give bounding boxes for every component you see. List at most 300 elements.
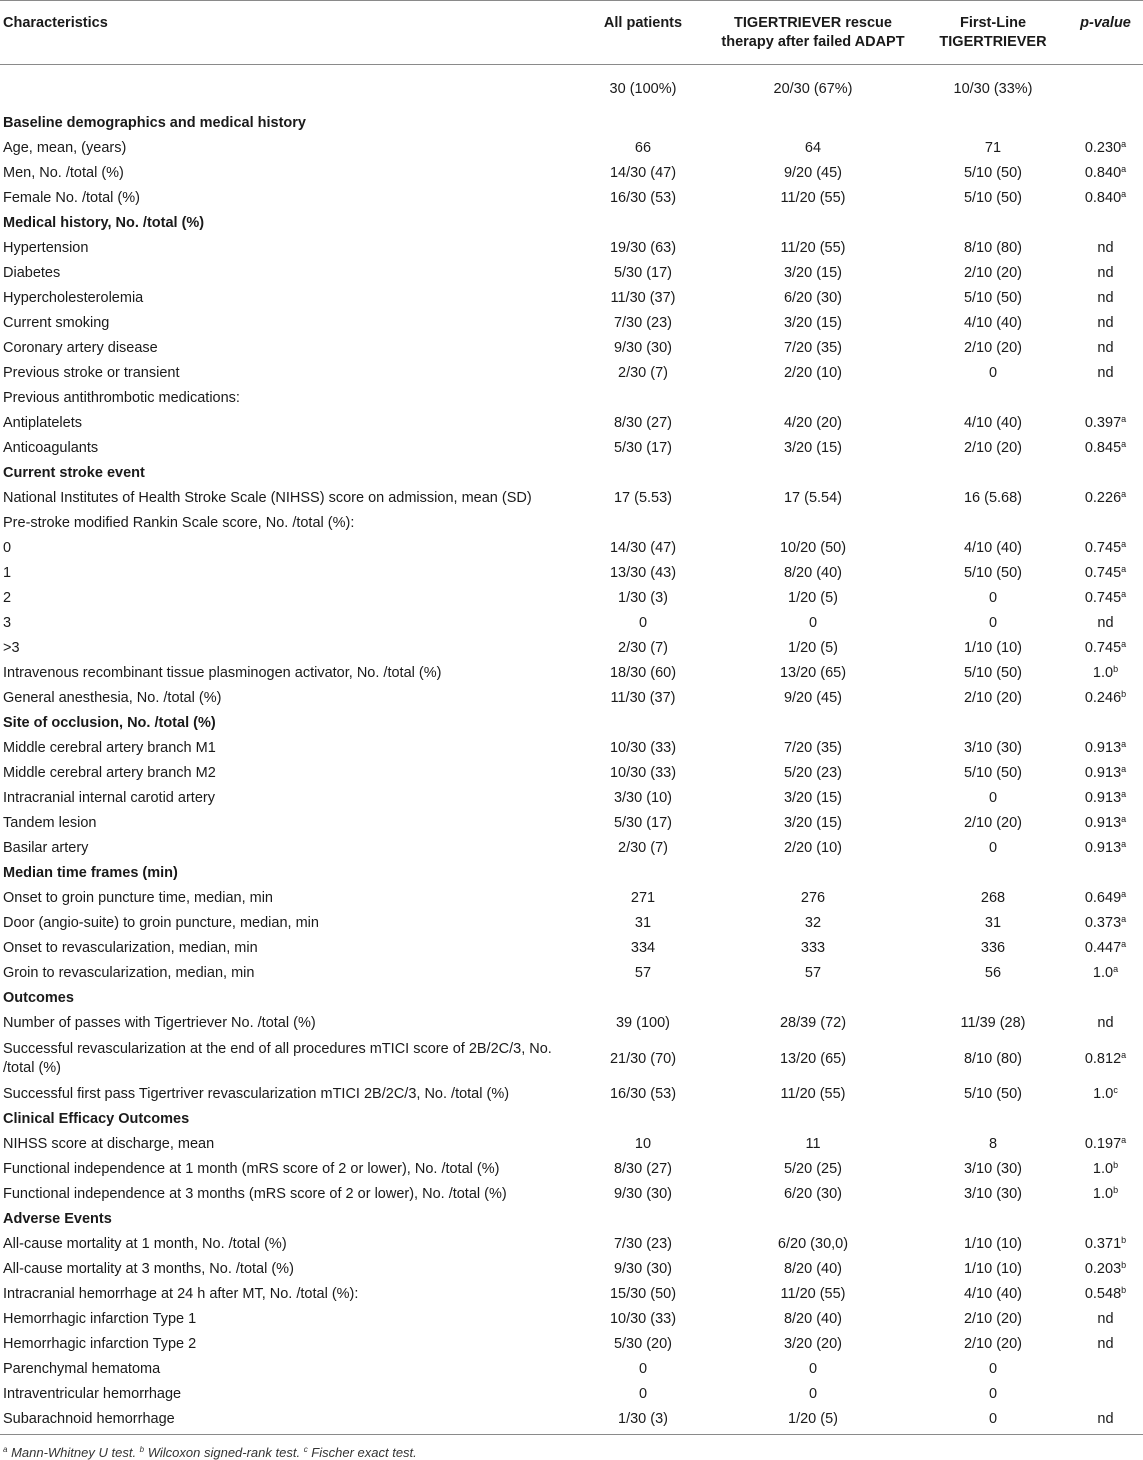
table-row xyxy=(0,586,1143,611)
p-value-text: 1.0 xyxy=(1092,665,1114,681)
row-label: Middle cerebral artery branch M2 xyxy=(3,765,216,781)
p-value-text: 1.0 xyxy=(1092,1161,1114,1177)
row-label: Anticoagulants xyxy=(3,440,99,456)
table-row xyxy=(0,1132,1143,1157)
cell-p-value xyxy=(1068,811,1143,836)
cell-first-line: 3/10 (30) xyxy=(963,740,1023,756)
cell-first-line: 1/10 (10) xyxy=(963,640,1023,656)
table-row xyxy=(0,1332,1143,1357)
cell-all-patients: 7/30 (23) xyxy=(613,315,673,331)
cell-first-line: 5/10 (50) xyxy=(963,290,1023,306)
table-row xyxy=(0,1036,1143,1082)
footnote-text-c: Fischer exact test. xyxy=(307,1445,417,1460)
cell-first-line: 11/39 (28) xyxy=(960,1015,1026,1031)
cell-first-line: 8/10 (80) xyxy=(963,1050,1023,1067)
cell-rescue-therapy: 0 xyxy=(808,1361,818,1377)
cell-first-line: 2/10 (20) xyxy=(963,340,1023,356)
p-value-text: 0.913 xyxy=(1084,840,1122,856)
cell-all-patients: 7/30 (23) xyxy=(613,1236,673,1252)
header-all-patients: All patients xyxy=(578,1,708,65)
cell-rescue-therapy: 0 xyxy=(808,1386,818,1402)
cell-first-line xyxy=(918,386,1068,411)
cell-first-line: 336 xyxy=(980,940,1006,956)
cell-rescue-therapy: 5/20 (25) xyxy=(783,1161,843,1177)
cell-p-value xyxy=(1068,911,1143,936)
cell-all-patients: 10/30 (33) xyxy=(609,1311,677,1327)
p-value-text: 0.230 xyxy=(1084,140,1122,156)
cell-first-line: 0 xyxy=(988,1386,998,1402)
cell-rescue-therapy: 1/20 (5) xyxy=(788,640,838,656)
cell-all-patients: 5/30 (17) xyxy=(613,265,673,281)
table-row xyxy=(0,1382,1143,1407)
section-header-row xyxy=(0,211,1143,236)
cell-all-patients xyxy=(578,511,708,536)
cell-p-value xyxy=(1068,1332,1143,1357)
table-row xyxy=(0,261,1143,286)
cell-rescue-therapy xyxy=(708,386,918,411)
cell-first-line: 5/10 (50) xyxy=(963,665,1023,681)
cell-p-value xyxy=(1068,1082,1143,1107)
cell-rescue-therapy: 3/20 (15) xyxy=(783,265,843,281)
cell-all-patients: 16/30 (53) xyxy=(609,1086,677,1102)
cell-p-value xyxy=(1068,1132,1143,1157)
test-footnote-mark: a xyxy=(1121,414,1127,424)
section-title: Clinical Efficacy Outcomes xyxy=(3,1111,190,1127)
table-row xyxy=(0,1182,1143,1207)
table-row xyxy=(0,661,1143,686)
cell-first-line: 2/10 (20) xyxy=(963,815,1023,831)
row-label: >3 xyxy=(3,640,20,656)
cell-first-line: 2/10 (20) xyxy=(963,265,1023,281)
p-value-text: 0.197 xyxy=(1084,1136,1122,1152)
cell-rescue-therapy: 1/20 (5) xyxy=(788,1411,838,1427)
test-footnote-mark: a xyxy=(1121,489,1127,499)
table-header-row xyxy=(0,1,1143,65)
row-label: Functional independence at 1 month (mRS score of 2 or lower), No. /total (%) xyxy=(3,1161,500,1177)
table-row xyxy=(0,1232,1143,1257)
cell-first-line: 5/10 (50) xyxy=(963,765,1023,781)
row-label: Age, mean, (years) xyxy=(3,140,127,156)
cell-p-value xyxy=(1068,736,1143,761)
cell-all-patients: 334 xyxy=(630,940,656,956)
cell-all-patients: 14/30 (47) xyxy=(609,165,677,181)
table-row xyxy=(0,136,1143,161)
table-body xyxy=(0,65,1143,1433)
cell-rescue-therapy: 17 (5.54) xyxy=(783,490,843,506)
test-footnote-mark: a xyxy=(1121,139,1127,149)
footnote-mark-a: a xyxy=(3,1445,8,1454)
row-label: Hypercholesterolemia xyxy=(3,290,144,306)
cell-first-line: 5/10 (50) xyxy=(963,1086,1023,1102)
cell-first-line: 3/10 (30) xyxy=(963,1186,1023,1202)
cell-rescue-therapy: 6/20 (30) xyxy=(783,1186,843,1202)
cell-rescue-therapy: 11/20 (55) xyxy=(780,190,846,206)
section-header-row xyxy=(0,1207,1143,1232)
table-row xyxy=(0,1407,1143,1432)
table-row xyxy=(0,761,1143,786)
p-value-text: 1.0 xyxy=(1093,1086,1114,1102)
row-label: Onset to groin puncture time, median, min xyxy=(3,890,273,906)
row-label: Previous antithrombotic medications: xyxy=(3,390,240,406)
cell-p-value xyxy=(1068,661,1143,686)
cell-all-patients: 9/30 (30) xyxy=(613,340,673,356)
section-title: Median time frames (min) xyxy=(3,865,178,881)
cell-first-line: 1/10 (10) xyxy=(963,1261,1023,1277)
cell-rescue-therapy: 13/20 (65) xyxy=(779,665,847,681)
p-value-text: 0.913 xyxy=(1084,790,1122,806)
cell-rescue-therapy: 3/20 (15) xyxy=(783,790,843,806)
cell-p-value xyxy=(1068,686,1143,711)
cell-first-line: 2/10 (20) xyxy=(963,1336,1023,1352)
cell-first-line: 3/10 (30) xyxy=(963,1161,1023,1177)
cell-first-line xyxy=(918,511,1068,536)
row-label: 2 xyxy=(3,590,12,606)
cell-p-value xyxy=(1068,561,1143,586)
cell-p-value xyxy=(1068,636,1143,661)
p-value-text: 0.745 xyxy=(1084,565,1122,581)
cell-first-line: 0 xyxy=(988,615,998,631)
cell-rescue-therapy: 2/20 (10) xyxy=(783,840,843,856)
table-row xyxy=(0,286,1143,311)
cell-p-value xyxy=(1068,436,1143,461)
cell-all-patients: 31 xyxy=(634,915,652,931)
cell-p-value xyxy=(1068,161,1143,186)
test-footnote-mark: a xyxy=(1121,564,1127,574)
cell-p-value xyxy=(1068,611,1143,636)
cell-all-patients: 66 xyxy=(634,140,652,156)
table-row xyxy=(0,361,1143,386)
cell-all-patients: 5/30 (17) xyxy=(613,440,673,456)
test-footnote-mark: b xyxy=(1113,1185,1119,1195)
cell-p-value xyxy=(1068,1357,1143,1382)
section-title: Outcomes xyxy=(3,990,74,1006)
row-label: Current smoking xyxy=(3,315,110,331)
cell-rescue-therapy: 1/20 (5) xyxy=(788,590,838,606)
table-footnote xyxy=(0,1434,1143,1460)
p-value-text: 0.397 xyxy=(1084,415,1122,431)
cell-first-line: 4/10 (40) xyxy=(963,1286,1023,1302)
cell-all-patients: 14/30 (47) xyxy=(609,540,677,556)
table-row xyxy=(0,311,1143,336)
cell-rescue-therapy: 57 xyxy=(804,965,822,981)
cell-rescue-therapy: 7/20 (35) xyxy=(783,340,843,356)
table-row xyxy=(0,436,1143,461)
cell-first-line: 5/10 (50) xyxy=(963,165,1023,181)
test-footnote-mark: c xyxy=(1113,1085,1118,1095)
row-label: Men, No. /total (%) xyxy=(3,165,124,181)
test-footnote-mark: a xyxy=(1121,814,1127,824)
cell-rescue-therapy: 6/20 (30,0) xyxy=(777,1236,849,1252)
p-value-text: 0.447 xyxy=(1084,940,1122,956)
row-label: 3 xyxy=(3,615,12,631)
cell-rescue-therapy: 11/20 (55) xyxy=(780,240,846,256)
cell-rescue-therapy: 7/20 (35) xyxy=(783,740,843,756)
cell-all-patients: 1/30 (3) xyxy=(618,590,668,606)
row-label: Parenchymal hematoma xyxy=(3,1361,161,1377)
cell-rescue-therapy: 3/20 (15) xyxy=(783,315,843,331)
section-title: Medical history, No. /total (%) xyxy=(3,215,205,231)
p-value-text: 0.548 xyxy=(1084,1286,1122,1302)
table-row xyxy=(0,161,1143,186)
p-value-text: nd xyxy=(1097,365,1114,381)
cell-all-patients: 5/30 (20) xyxy=(613,1336,673,1352)
row-label: General anesthesia, No. /total (%) xyxy=(3,690,222,706)
cell-p-value xyxy=(1068,486,1143,511)
cell-rescue-therapy: 20/30 (67%) xyxy=(773,80,853,97)
row-label: Tandem lesion xyxy=(3,815,97,831)
cell-p-value xyxy=(1068,186,1143,211)
cell-first-line: 2/10 (20) xyxy=(963,1311,1023,1327)
cell-all-patients: 11/30 (37) xyxy=(610,690,676,706)
row-label: Intravenous recombinant tissue plasminogen activator, No. /total (%) xyxy=(3,665,442,681)
cell-all-patients: 15/30 (50) xyxy=(609,1286,677,1302)
cell-rescue-therapy: 10/20 (50) xyxy=(779,540,847,556)
test-footnote-mark: a xyxy=(1121,739,1127,749)
p-value-text: 0.373 xyxy=(1084,915,1122,931)
cell-first-line: 4/10 (40) xyxy=(963,315,1023,331)
cell-all-patients xyxy=(578,386,708,411)
cell-p-value xyxy=(1068,586,1143,611)
table-row xyxy=(0,536,1143,561)
test-footnote-mark: a xyxy=(1121,639,1127,649)
cell-rescue-therapy xyxy=(708,511,918,536)
p-value-text: nd xyxy=(1097,1411,1114,1427)
cell-p-value xyxy=(1068,286,1143,311)
table-row xyxy=(0,411,1143,436)
table-row xyxy=(0,1082,1143,1107)
test-footnote-mark: a xyxy=(1121,539,1127,549)
table-row xyxy=(0,236,1143,261)
header-characteristics: Characteristics xyxy=(0,1,578,65)
row-label: Groin to revascularization, median, min xyxy=(3,965,255,981)
cell-p-value xyxy=(1068,361,1143,386)
cell-first-line: 0 xyxy=(988,1361,998,1377)
row-label: Functional independence at 3 months (mRS score of 2 or lower), No. /total (%) xyxy=(3,1186,507,1202)
section-header-row xyxy=(0,111,1143,136)
cell-first-line: 0 xyxy=(988,590,998,606)
cell-all-patients: 5/30 (17) xyxy=(613,815,673,831)
section-title: Adverse Events xyxy=(3,1211,112,1227)
cell-all-patients: 39 (100) xyxy=(615,1015,670,1031)
cell-p-value xyxy=(1068,65,1143,112)
cell-p-value xyxy=(1068,336,1143,361)
row-label: Intracranial hemorrhage at 24 h after MT, No. /total (%): xyxy=(3,1286,359,1302)
row-label: Successful revascularization at the end of all procedures mTICI score of 2B/2C/3, No. /total (%) xyxy=(3,1041,552,1076)
table-row xyxy=(0,186,1143,211)
test-footnote-mark: a xyxy=(1121,439,1127,449)
cell-all-patients: 10/30 (33) xyxy=(609,765,677,781)
p-value-text: 0.745 xyxy=(1084,640,1122,656)
table-row xyxy=(0,1307,1143,1332)
cell-first-line: 0 xyxy=(988,365,998,381)
cell-rescue-therapy: 13/20 (65) xyxy=(779,1050,847,1067)
cell-rescue-therapy: 0 xyxy=(808,615,818,631)
cell-p-value xyxy=(1068,786,1143,811)
test-footnote-mark: b xyxy=(1121,1285,1127,1295)
table-row xyxy=(0,786,1143,811)
row-label xyxy=(0,65,578,112)
cell-all-patients: 13/30 (43) xyxy=(609,565,677,581)
test-footnote-mark: b xyxy=(1113,664,1119,674)
cell-rescue-therapy: 9/20 (45) xyxy=(783,165,843,181)
cell-rescue-therapy: 8/20 (40) xyxy=(783,1261,843,1277)
cell-rescue-therapy: 3/20 (15) xyxy=(783,815,843,831)
cell-all-patients: 10/30 (33) xyxy=(609,740,677,756)
cell-all-patients: 2/30 (7) xyxy=(618,365,668,381)
cell-rescue-therapy: 64 xyxy=(804,140,822,156)
cell-rescue-therapy: 11 xyxy=(805,1136,821,1152)
p-value-text: nd xyxy=(1097,615,1114,631)
row-label: Coronary artery disease xyxy=(3,340,158,356)
p-value-text: nd xyxy=(1097,290,1114,306)
cell-first-line: 0 xyxy=(988,840,998,856)
section-header-row xyxy=(0,986,1143,1011)
row-label: Basilar artery xyxy=(3,840,89,856)
section-header-row xyxy=(0,711,1143,736)
row-label: Intracranial internal carotid artery xyxy=(3,790,215,806)
cell-all-patients: 0 xyxy=(638,1361,648,1377)
cell-all-patients: 9/30 (30) xyxy=(613,1186,673,1202)
p-value-text: nd xyxy=(1097,315,1114,331)
section-header-row xyxy=(0,861,1143,886)
cell-first-line: 2/10 (20) xyxy=(963,440,1023,456)
p-value-text: nd xyxy=(1097,1336,1114,1352)
table-row xyxy=(0,936,1143,961)
row-label: Intraventricular hemorrhage xyxy=(3,1386,182,1402)
cell-first-line: 16 (5.68) xyxy=(963,490,1023,506)
footnote-mark-c: c xyxy=(303,1445,308,1454)
cell-all-patients: 0 xyxy=(638,615,648,631)
row-label: Hypertension xyxy=(3,240,89,256)
p-value-text: 0.913 xyxy=(1084,815,1122,831)
group-size-row xyxy=(0,65,1143,112)
cell-p-value xyxy=(1068,1257,1143,1282)
test-footnote-mark: a xyxy=(1121,1135,1127,1145)
cell-all-patients: 271 xyxy=(630,890,656,906)
cell-first-line: 1/10 (10) xyxy=(963,1236,1023,1252)
cell-all-patients: 16/30 (53) xyxy=(609,190,677,206)
cell-rescue-therapy: 3/20 (20) xyxy=(783,1336,843,1352)
cell-rescue-therapy: 8/20 (40) xyxy=(783,565,843,581)
table-row xyxy=(0,386,1143,411)
test-footnote-mark: a xyxy=(1121,789,1127,799)
cell-all-patients: 3/30 (10) xyxy=(613,790,673,806)
cell-p-value xyxy=(1068,961,1143,986)
cell-p-value xyxy=(1068,1382,1143,1407)
test-footnote-mark: a xyxy=(1121,939,1127,949)
cell-first-line: 56 xyxy=(984,965,1002,981)
table-row xyxy=(0,1282,1143,1307)
row-label: Diabetes xyxy=(3,265,61,281)
row-label: Pre-stroke modified Rankin Scale score, No. /total (%): xyxy=(3,515,355,531)
test-footnote-mark: a xyxy=(1121,764,1127,774)
p-value-text: 0.226 xyxy=(1084,490,1122,506)
cell-rescue-therapy: 5/20 (23) xyxy=(783,765,843,781)
table-row xyxy=(0,1257,1143,1282)
cell-p-value xyxy=(1068,1157,1143,1182)
cell-rescue-therapy: 6/20 (30) xyxy=(783,290,843,306)
table-row xyxy=(0,1011,1143,1036)
table-row xyxy=(0,561,1143,586)
cell-first-line: 5/10 (50) xyxy=(963,565,1023,581)
table-row xyxy=(0,1357,1143,1382)
cell-first-line: 10/30 (33%) xyxy=(953,80,1033,97)
row-label: Previous stroke or transient xyxy=(3,365,180,381)
p-value-text: 0.203 xyxy=(1084,1261,1122,1277)
cell-all-patients: 8/30 (27) xyxy=(613,1161,673,1177)
footnote-mark-b: b xyxy=(139,1445,145,1454)
cell-first-line: 8/10 (80) xyxy=(963,240,1023,256)
test-footnote-mark: b xyxy=(1121,1235,1127,1245)
cell-all-patients: 2/30 (7) xyxy=(618,640,668,656)
p-value-text: nd xyxy=(1097,1015,1114,1031)
cell-all-patients: 57 xyxy=(634,965,652,981)
cell-first-line: 5/10 (50) xyxy=(963,190,1023,206)
cell-rescue-therapy: 32 xyxy=(804,915,822,931)
test-footnote-mark: a xyxy=(1121,1049,1127,1060)
test-footnote-mark: a xyxy=(1121,189,1127,199)
row-label: Middle cerebral artery branch M1 xyxy=(3,740,216,756)
header-first-line: First-Line TIGERTRIEVER xyxy=(918,1,1068,65)
cell-p-value xyxy=(1068,511,1143,536)
cell-rescue-therapy: 9/20 (45) xyxy=(783,690,843,706)
cell-first-line: 0 xyxy=(988,1411,998,1427)
table-row xyxy=(0,961,1143,986)
table-row xyxy=(0,486,1143,511)
row-label: Hemorrhagic infarction Type 2 xyxy=(3,1336,197,1352)
header-rescue-therapy: TIGERTRIEVER rescue therapy after failed ADAPT xyxy=(708,1,918,65)
row-label: 1 xyxy=(3,565,12,581)
row-label: Antiplatelets xyxy=(3,415,82,431)
cell-first-line: 4/10 (40) xyxy=(963,415,1023,431)
cell-first-line: 71 xyxy=(984,140,1002,156)
cell-p-value xyxy=(1068,1407,1143,1432)
cell-p-value xyxy=(1068,536,1143,561)
row-label: Onset to revascularization, median, min xyxy=(3,940,258,956)
test-footnote-mark: a xyxy=(1121,839,1127,849)
cell-first-line: 0 xyxy=(988,790,998,806)
row-label: All-cause mortality at 3 months, No. /total (%) xyxy=(3,1261,294,1277)
cell-all-patients: 30 (100%) xyxy=(609,80,677,97)
cell-first-line: 268 xyxy=(980,890,1006,906)
header-p-value: p-value xyxy=(1068,1,1143,65)
cell-rescue-therapy: 8/20 (40) xyxy=(783,1311,843,1327)
table-row xyxy=(0,736,1143,761)
cell-p-value xyxy=(1068,1307,1143,1332)
cell-rescue-therapy: 276 xyxy=(800,890,826,906)
p-value-text: 0.913 xyxy=(1084,765,1122,781)
cell-rescue-therapy: 28/39 (72) xyxy=(779,1015,847,1031)
p-value-text: 0.845 xyxy=(1084,440,1122,456)
cell-first-line: 31 xyxy=(984,915,1002,931)
cell-rescue-therapy: 11/20 (55) xyxy=(780,1086,846,1102)
cell-all-patients: 8/30 (27) xyxy=(613,415,673,431)
p-value-text: 1.0 xyxy=(1092,965,1114,981)
row-label: National Institutes of Health Stroke Scale (NIHSS) score on admission, mean (SD) xyxy=(3,490,532,506)
p-value-text: 1.0 xyxy=(1092,1186,1114,1202)
test-footnote-mark: a xyxy=(1121,889,1127,899)
section-title: Site of occlusion, No. /total (%) xyxy=(3,715,216,731)
cell-p-value xyxy=(1068,1182,1143,1207)
cell-p-value xyxy=(1068,1011,1143,1036)
cell-p-value xyxy=(1068,761,1143,786)
table-row xyxy=(0,686,1143,711)
table-row xyxy=(0,811,1143,836)
cell-p-value xyxy=(1068,236,1143,261)
row-label: Female No. /total (%) xyxy=(3,190,140,206)
cell-rescue-therapy: 333 xyxy=(800,940,826,956)
cell-rescue-therapy: 11/20 (55) xyxy=(780,1286,846,1302)
